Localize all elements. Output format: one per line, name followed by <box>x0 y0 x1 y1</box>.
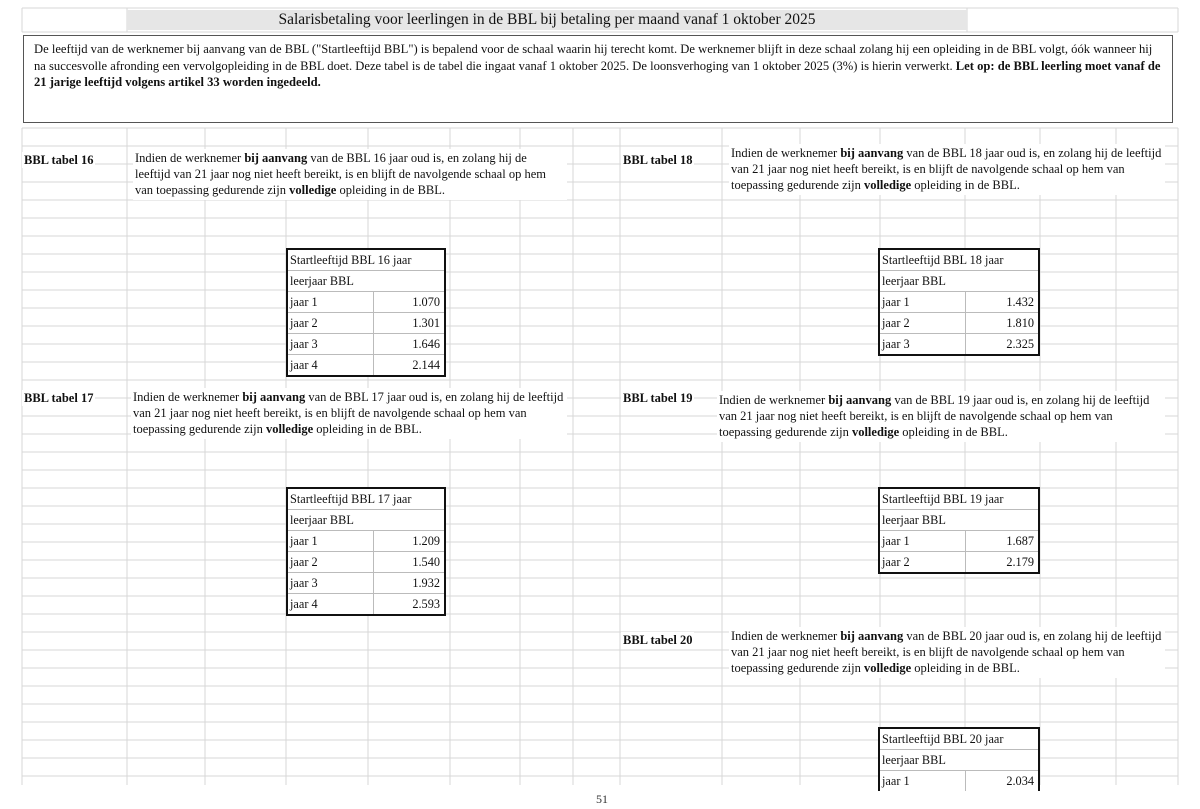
section-label-19: BBL tabel 19 <box>623 391 693 405</box>
salary-table-17 <box>286 487 446 616</box>
table-row: jaar 2 2.179 <box>880 552 1038 572</box>
section-label-17: BBL tabel 17 <box>24 391 94 405</box>
table-subheader: leerjaar BBL <box>882 753 946 767</box>
table-subheader: leerjaar BBL <box>290 274 354 288</box>
salary-table-18 <box>878 248 1040 356</box>
page-number: 51 <box>596 792 608 806</box>
table-subheader: leerjaar BBL <box>882 513 946 527</box>
salary-table-16 <box>286 248 446 377</box>
table-subheader: leerjaar BBL <box>290 513 354 527</box>
table-row: jaar 3 2.325 <box>880 334 1038 354</box>
table-row: jaar 1 1.432 <box>880 292 1038 313</box>
table-row: jaar 1 1.687 <box>880 531 1038 552</box>
intro-text: De leeftijd van de werknemer bij aanvang van de BBL ("Startleeftijd BBL") is bepalend voor de schaal waarin hij terecht komt. De werknemer blijft in deze schaal zolang hij een opleiding in de BBL volgt, óók wanneer hij na succesvolle afronding een vervolgopleiding in de BBL doet. Deze tabel is de tabel die ingaat vanaf 1 oktober 2025. De loonsverhoging van 1 oktober 2025 (3%) is hierin verwerkt. <box>34 42 1153 73</box>
table-header: Startleeftijd BBL 16 jaar <box>290 253 412 267</box>
table-row: jaar 2 1.810 <box>880 313 1038 334</box>
table-header: Startleeftijd BBL 19 jaar <box>882 492 1004 506</box>
section-label-16: BBL tabel 16 <box>24 153 94 167</box>
section-text-18: Indien de werknemer bij aanvang van de BBL 18 jaar oud is, en zolang hij de leeftijd van 21 jaar nog niet heeft bereikt, is en blijft de navolgende schaal op hem van toepassing gedurende zijn volledige opleiding in de BBL. <box>729 144 1165 195</box>
table-subheader: leerjaar BBL <box>882 274 946 288</box>
table-row: jaar 3 1.646 <box>288 334 444 355</box>
section-text-20: Indien de werknemer bij aanvang van de BBL 20 jaar oud is, en zolang hij de leeftijd van 21 jaar nog niet heeft bereikt, is en blijft de navolgende schaal op hem van toepassing gedurende zijn volledige opleiding in de BBL. <box>729 627 1165 678</box>
page-title: Salarisbetaling voor leerlingen in de BBL bij betaling per maand vanaf 1 oktober 2025 <box>127 10 967 30</box>
section-label-18: BBL tabel 18 <box>623 153 693 167</box>
table-row: jaar 1 2.034 <box>880 771 1038 791</box>
salary-table-20 <box>878 727 1040 791</box>
table-header: Startleeftijd BBL 18 jaar <box>882 253 1004 267</box>
table-header: Startleeftijd BBL 20 jaar <box>882 732 1004 746</box>
table-row: jaar 4 2.593 <box>288 594 444 614</box>
intro-text-box <box>23 35 1173 123</box>
section-text-16: Indien de werknemer bij aanvang van de BBL 16 jaar oud is, en zolang hij de leeftijd van 21 jaar nog niet heeft bereikt, is en blijft de navolgende schaal op hem van toepassing gedurende zijn volledige opleiding in de BBL. <box>133 149 567 200</box>
table-row: jaar 2 1.540 <box>288 552 444 573</box>
table-row: jaar 2 1.301 <box>288 313 444 334</box>
section-text-19: Indien de werknemer bij aanvang van de BBL 19 jaar oud is, en zolang hij de leeftijd van 21 jaar nog niet heeft bereikt, is en blijft de navolgende schaal op hem van toepassing gedurende zijn volledige opleiding in de BBL. <box>717 391 1165 442</box>
table-row: jaar 3 1.932 <box>288 573 444 594</box>
salary-table-19 <box>878 487 1040 574</box>
section-label-20: BBL tabel 20 <box>623 633 693 647</box>
table-row: jaar 4 2.144 <box>288 355 444 375</box>
section-text-17: Indien de werknemer bij aanvang van de BBL 17 jaar oud is, en zolang hij de leeftijd van 21 jaar nog niet heeft bereikt, is en blijft de navolgende schaal op hem van toepassing gedurende zijn volledige opleiding in de BBL. <box>131 388 567 439</box>
table-row: jaar 1 1.209 <box>288 531 444 552</box>
intro-bold-note: Let op: de BBL leerling moet vanaf de 21 jarige leeftijd volgens artikel 33 worden ingedeeld. <box>34 58 1161 89</box>
table-row: jaar 1 1.070 <box>288 292 444 313</box>
table-header: Startleeftijd BBL 17 jaar <box>290 492 412 506</box>
